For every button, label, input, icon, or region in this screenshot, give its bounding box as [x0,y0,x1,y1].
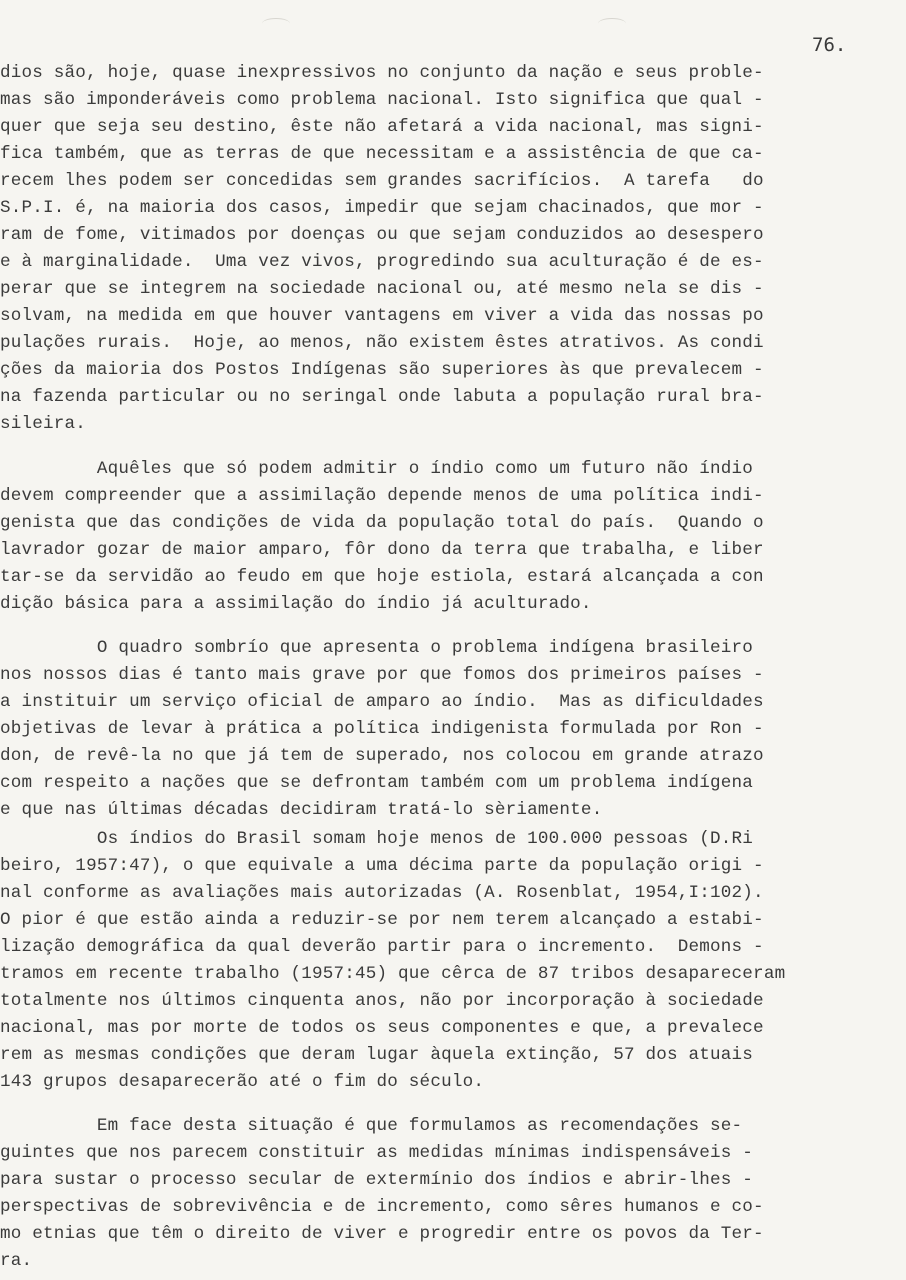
text-line: beiro, 1957:47), o que equivale a uma décima parte da população origi - [0,856,764,876]
text-line: dios são, hoje, quase inexpressivos no conjunto da nação e seus proble- [0,63,764,83]
text-line: don, de revê-la no que já tem de superado, nos colocou em grande atrazo [0,746,764,766]
text-line: 143 grupos desaparecerão até o fim do século. [0,1072,485,1092]
text-line: a instituir um serviço oficial de amparo ao índio. Mas as dificuldades [0,692,764,712]
text-line: devem compreender que a assimilação depende menos de uma política indi- [0,486,764,506]
text-line: pulações rurais. Hoje, ao menos, não existem êstes atrativos. As condi [0,333,764,353]
text-line: sileira. [0,414,87,434]
text-line: Os índios do Brasil somam hoje menos de 100.000 pessoas (D.Ri [0,829,754,849]
page-number: 76. [812,34,847,56]
text-line: rem as mesmas condições que deram lugar àquela extinção, 57 dos atuais [0,1045,754,1065]
text-line: objetivas de levar à prática a política indigenista formulada por Ron - [0,719,764,739]
text-line: nal conforme as avaliações mais autorizadas (A. Rosenblat, 1954,I:102). [0,883,764,903]
text-line: ções da maioria dos Postos Indígenas são superiores às que prevalecem - [0,360,764,380]
text-line: quer que seja seu destino, êste não afetará a vida nacional, mas signi- [0,117,764,137]
text-line: e à marginalidade. Uma vez vivos, progredindo sua aculturação é de es- [0,252,764,272]
text-line: na fazenda particular ou no seringal onde labuta a população rural bra- [0,387,764,407]
text-line: recem lhes podem ser concedidas sem grandes sacrifícios. A tarefa do [0,171,764,191]
text-line: dição básica para a assimilação do índio já aculturado. [0,594,592,614]
text-line: Aquêles que só podem admitir o índio como um futuro não índio [0,459,754,479]
text-line: tramos em recente trabalho (1957:45) que cêrca de 87 tribos desapareceram [0,964,786,984]
text-line: com respeito a nações que se defrontam também com um problema indígena [0,773,754,793]
text-line: ra. [0,1251,33,1271]
text-line: perspectivas de sobrevivência e de incremento, como sêres humanos e co- [0,1197,764,1217]
text-line: para sustar o processo secular de extermínio dos índios e abrir-lhes - [0,1170,754,1190]
text-line: totalmente nos últimos cinquenta anos, não por incorporação à sociedade [0,991,764,1011]
text-line: mo etnias que têm o direito de viver e progredir entre os povos da Ter- [0,1224,764,1244]
text-line: genista que das condições de vida da população total do país. Quando o [0,513,764,533]
text-line: perar que se integrem na sociedade nacional ou, até mesmo nela se dis - [0,279,764,299]
text-line: nos nossos dias é tanto mais grave por que fomos dos primeiros países - [0,665,764,685]
text-line: Em face desta situação é que formulamos as recomendações se- [0,1116,743,1136]
text-line: solvam, na medida em que houver vantagens em viver a vida das nossas po [0,306,764,326]
text-line: ram de fome, vitimados por doenças ou que sejam conduzidos ao desespero [0,225,764,245]
text-line: guintes que nos parecem constituir as medidas mínimas indispensáveis - [0,1143,754,1163]
punch-mark [598,18,626,29]
text-line: lização demográfica da qual deverão partir para o incremento. Demons - [0,937,764,957]
text-line: O pior é que estão ainda a reduzir-se por nem terem alcançado a estabi- [0,910,764,930]
text-line: O quadro sombrío que apresenta o problema indígena brasileiro [0,638,754,658]
text-line: e que nas últimas décadas decidiram tratá-lo sèriamente. [0,800,603,820]
text-line: fica também, que as terras de que necessitam e a assistência de que ca- [0,144,764,164]
text-line: mas são imponderáveis como problema nacional. Isto significa que qual - [0,90,764,110]
text-line: tar-se da servidão ao feudo em que hoje estiola, estará alcançada a con [0,567,764,587]
punch-mark [262,18,290,29]
text-line: nacional, mas por morte de todos os seus componentes e que, a prevalece [0,1018,764,1038]
text-line: S.P.I. é, na maioria dos casos, impedir que sejam chacinados, que mor - [0,198,764,218]
text-line: lavrador gozar de maior amparo, fôr dono da terra que trabalha, e liber [0,540,764,560]
